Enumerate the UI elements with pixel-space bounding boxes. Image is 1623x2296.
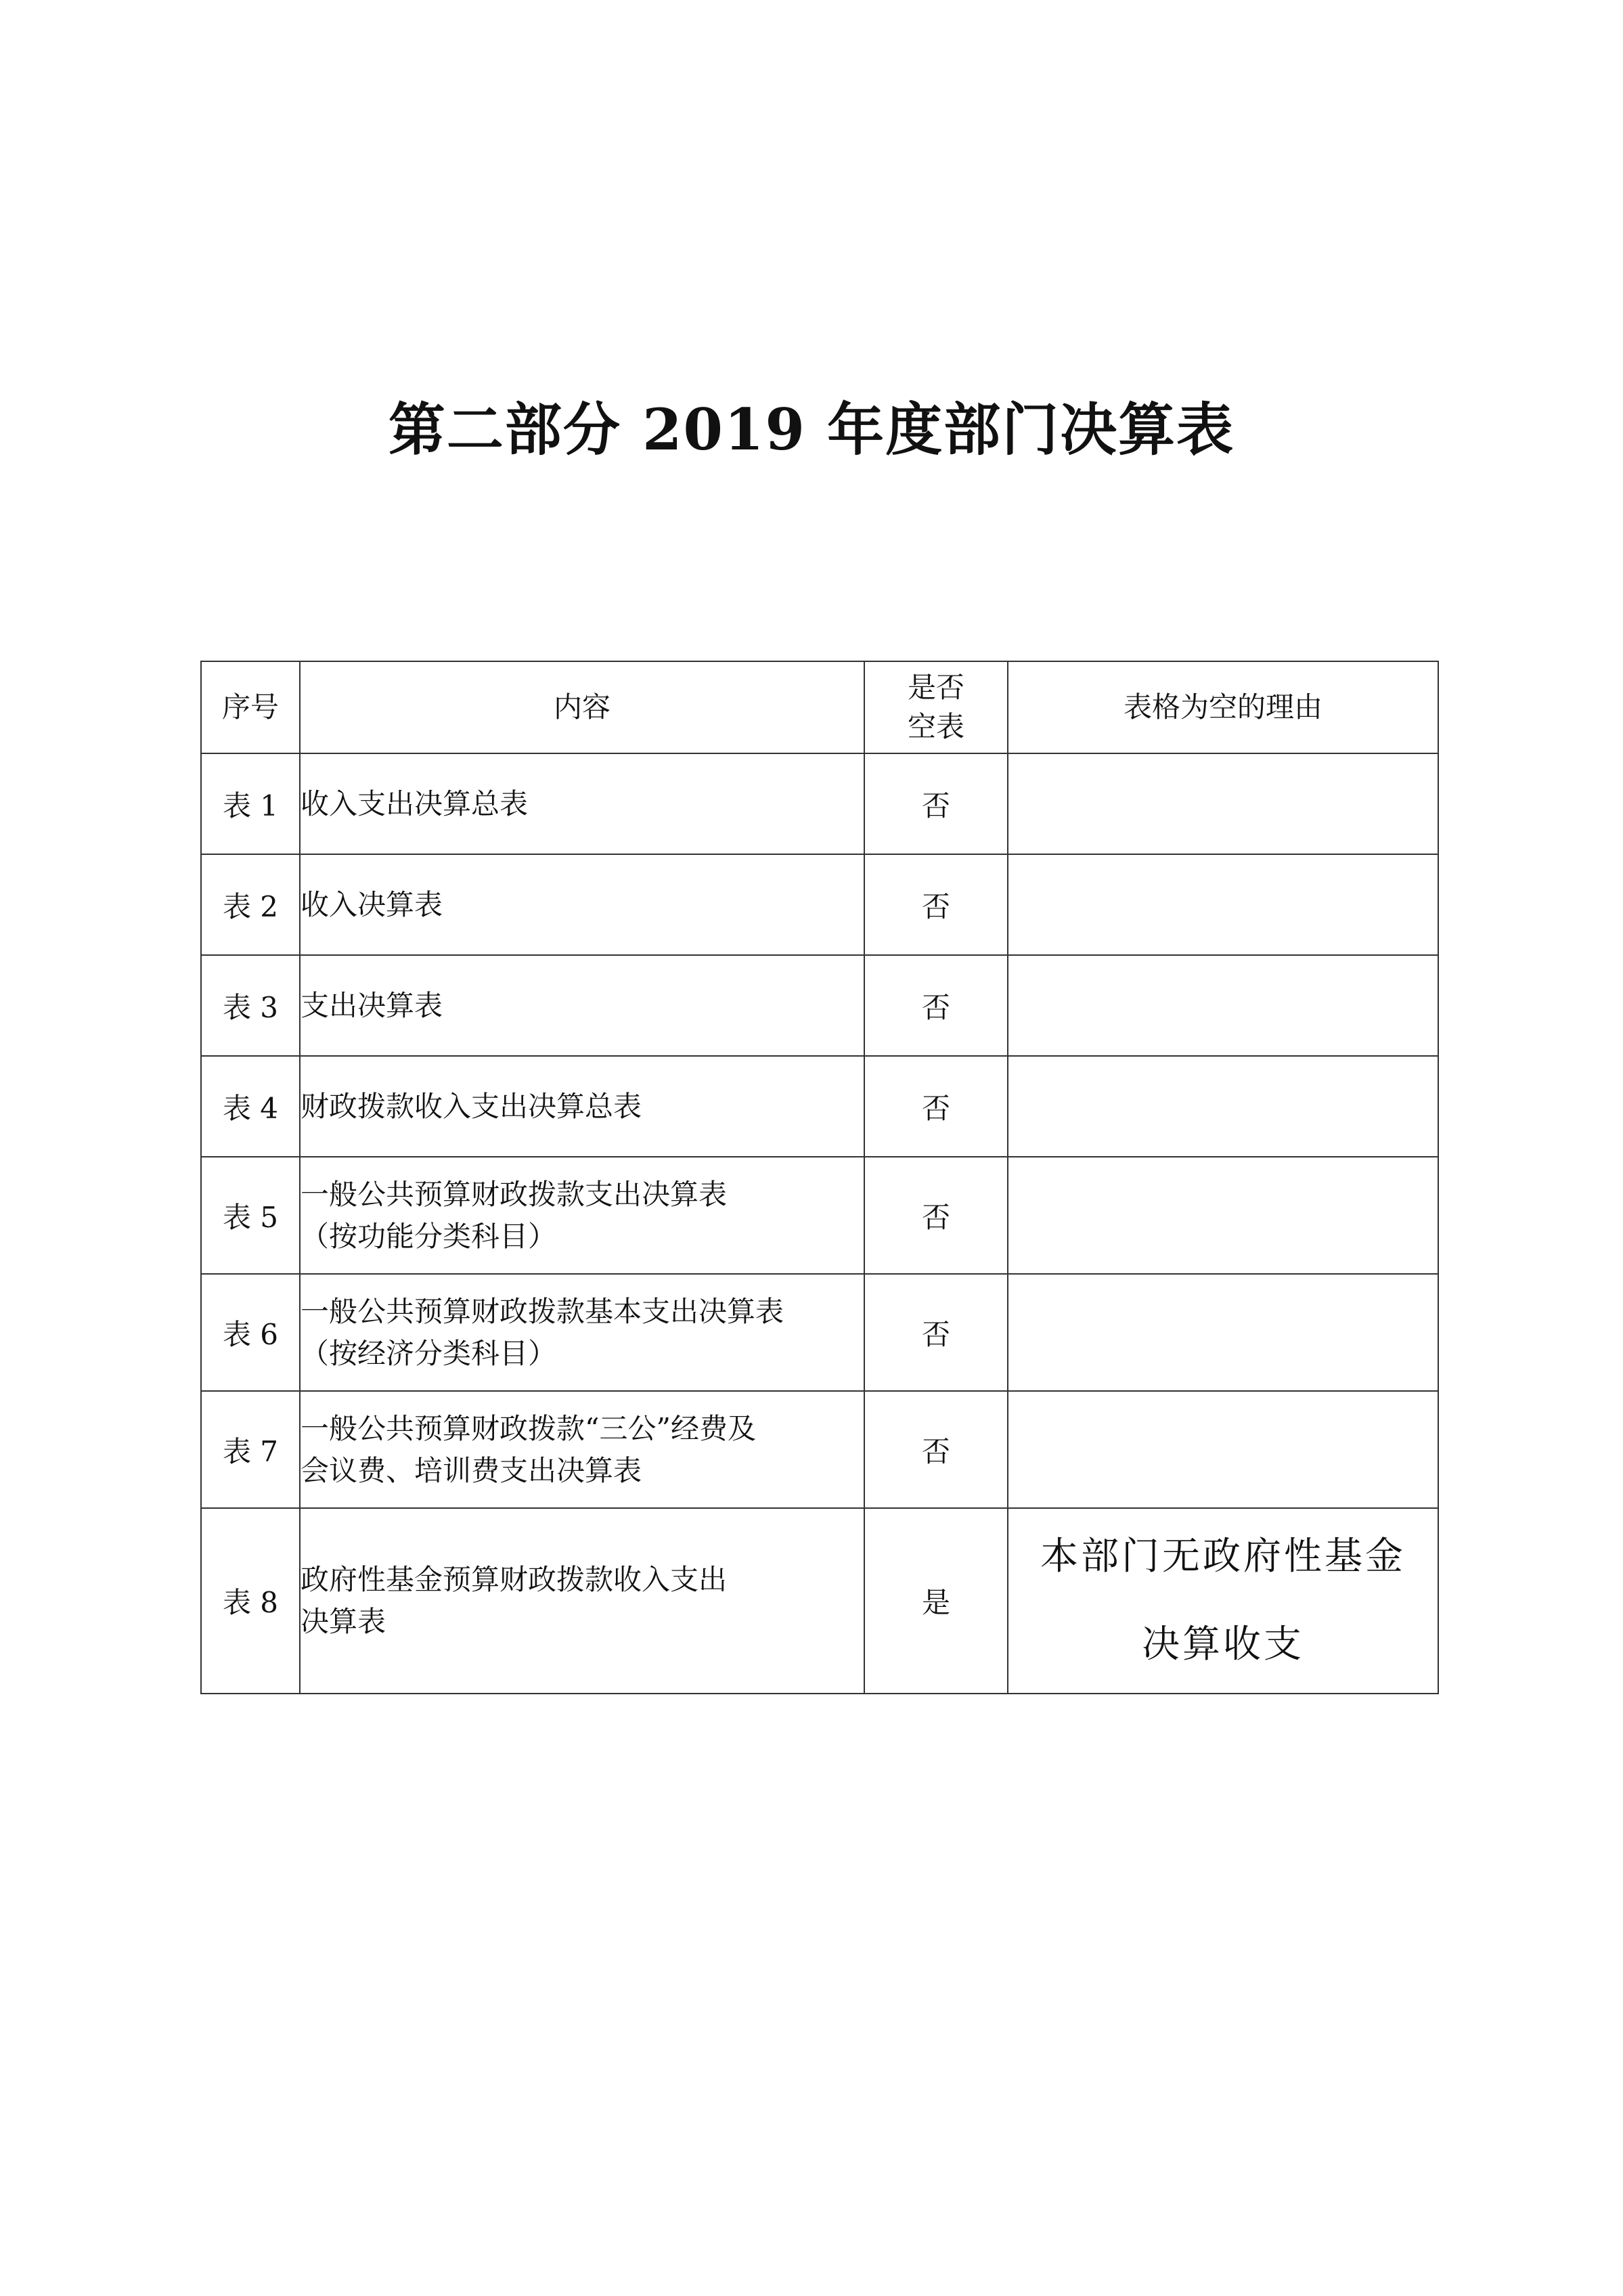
row-empty-reason <box>1008 753 1438 854</box>
table-header <box>201 661 1438 753</box>
row-content-line1: 一般公共预算财政拨款支出决算表 <box>301 1177 728 1211</box>
row-serial-number: 表 4 <box>201 1056 300 1157</box>
row-serial-number: 表 1 <box>201 753 300 854</box>
row-content <box>300 1391 864 1508</box>
row-content-line1: 一般公共预算财政拨款“三公”经费及 <box>301 1411 756 1445</box>
table-row <box>201 1157 1438 1274</box>
report-index-table <box>200 661 1439 1694</box>
row-serial-number: 表 2 <box>201 854 300 955</box>
row-content-line1: 支出决算表 <box>301 988 443 1022</box>
row-content-line1: 收入决算表 <box>301 887 443 921</box>
row-serial-number: 表 6 <box>201 1274 300 1391</box>
header-is-empty <box>864 661 1008 753</box>
row-is-empty: 否 <box>864 955 1008 1056</box>
row-empty-reason <box>1008 1157 1438 1274</box>
row-content <box>300 955 864 1056</box>
row-is-empty: 否 <box>864 1391 1008 1508</box>
row-empty-reason-line2: 决算收支 <box>1142 1622 1304 1666</box>
row-is-empty: 否 <box>864 1157 1008 1274</box>
table-body <box>201 753 1438 1694</box>
row-content-line1: 收入支出决算总表 <box>301 787 529 820</box>
row-empty-reason <box>1008 1274 1438 1391</box>
row-content <box>300 1056 864 1157</box>
page-title: 第二部分 2019 年度部门决算表 <box>388 396 1235 463</box>
table-row <box>201 753 1438 854</box>
row-content <box>300 1274 864 1391</box>
row-content-line2: （按功能分类科目） <box>301 1219 557 1253</box>
row-empty-reason-line1: 本部门无政府性基金 <box>1040 1535 1406 1578</box>
row-content-line2: 会议费、培训费支出决算表 <box>301 1453 642 1487</box>
row-serial-number: 表 7 <box>201 1391 300 1508</box>
row-serial-number: 表 5 <box>201 1157 300 1274</box>
row-is-empty: 否 <box>864 1274 1008 1391</box>
row-empty-reason <box>1008 1056 1438 1157</box>
row-empty-reason <box>1008 854 1438 955</box>
row-serial-number: 表 3 <box>201 955 300 1056</box>
row-content-line2: 决算表 <box>301 1605 386 1638</box>
row-content-line2: （按经济分类科目） <box>301 1336 557 1370</box>
table-row <box>201 1508 1438 1694</box>
row-content-line1: 一般公共预算财政拨款基本支出决算表 <box>301 1294 784 1328</box>
header-empty-reason: 表格为空的理由 <box>1008 661 1438 753</box>
header-content: 内容 <box>300 661 864 753</box>
table-row <box>201 1056 1438 1157</box>
header-is-empty-line1: 是否 <box>907 671 964 704</box>
header-serial-number: 序号 <box>201 661 300 753</box>
row-content-line1: 财政拨款收入支出决算总表 <box>301 1089 642 1123</box>
header-is-empty-line2: 空表 <box>907 710 964 743</box>
row-is-empty: 是 <box>864 1508 1008 1694</box>
table-row <box>201 955 1438 1056</box>
table-row <box>201 1274 1438 1391</box>
row-empty-reason <box>1008 1508 1438 1694</box>
row-content <box>300 1508 864 1694</box>
row-content <box>300 753 864 854</box>
table-row <box>201 1391 1438 1508</box>
row-content <box>300 854 864 955</box>
row-is-empty: 否 <box>864 854 1008 955</box>
row-is-empty: 否 <box>864 753 1008 854</box>
row-serial-number: 表 8 <box>201 1508 300 1694</box>
header-row <box>201 661 1438 753</box>
row-is-empty: 否 <box>864 1056 1008 1157</box>
table-row <box>201 854 1438 955</box>
row-content <box>300 1157 864 1274</box>
row-content-line1: 政府性基金预算财政拨款收入支出 <box>301 1563 728 1596</box>
row-empty-reason <box>1008 955 1438 1056</box>
row-empty-reason <box>1008 1391 1438 1508</box>
